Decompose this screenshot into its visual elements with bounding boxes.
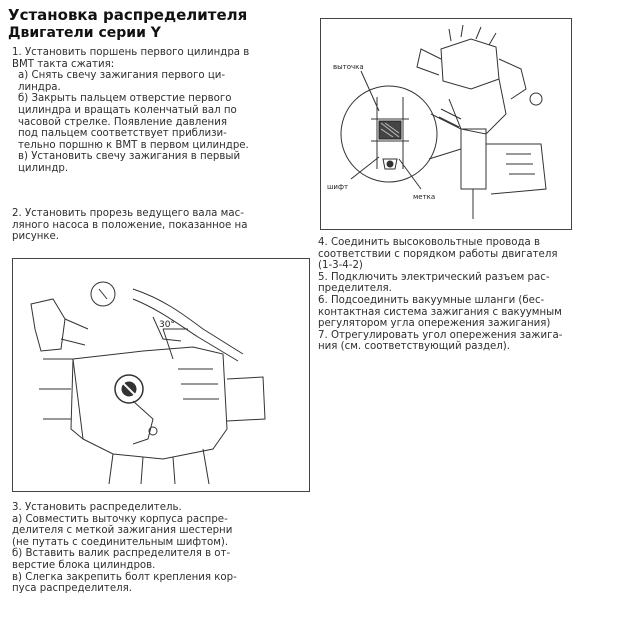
text-line: пуса распределителя.	[12, 583, 133, 595]
text-line: 3. Установить распределитель.	[12, 502, 182, 513]
text-line: 7. Отрегулировать угол опережения зажига-	[318, 329, 563, 341]
text-line: соответствии с порядком работы двигателя	[318, 248, 558, 260]
label-pin: шифт	[327, 183, 349, 191]
text-line: пределителя.	[318, 283, 392, 295]
figure-oil-pump	[12, 258, 310, 492]
text-line: цилиндра и вращать коленчатый вал по	[18, 104, 237, 116]
text-line: ВМТ такта сжатия:	[12, 58, 115, 70]
text-line: линдра.	[18, 81, 61, 93]
figure-distributor	[320, 18, 572, 230]
text-line: в) Установить свечу зажигания в первый	[18, 151, 241, 163]
text-line: а) Совместить выточку корпуса распре-	[12, 513, 228, 525]
text-line: 2. Установить прорезь ведущего вала мас-	[12, 208, 244, 219]
text-line: в) Слегка закрепить болт крепления кор-	[12, 571, 237, 583]
text-line: 6. Подсоединить вакуумные шланги (бес-	[318, 294, 545, 306]
text-line: ния (см. соответствующий раздел).	[318, 341, 510, 353]
text-line: а) Снять свечу зажигания первого ци-	[18, 70, 226, 82]
text-line: контактная система зажигания с вакуумным	[318, 306, 562, 318]
page-title: Установка распределителя	[8, 6, 248, 24]
text-line: б) Вставить валик распределителя в от-	[12, 548, 231, 560]
text-line: (не путать с соединительным шифтом).	[12, 536, 229, 548]
text-line: 4. Соединить высоковольтные провода в	[318, 237, 540, 248]
text-line: 1. Установить поршень первого цилиндра в	[12, 47, 250, 58]
text-line: 5. Подключить электрический разъем рас-	[318, 271, 550, 283]
label-groove: выточка	[333, 63, 364, 71]
steps-4-7-text	[318, 237, 562, 353]
text-line: делителя с меткой зажигания шестерни	[12, 525, 233, 537]
label-mark: метка	[413, 193, 436, 201]
text-line: верстие блока цилиндров.	[12, 559, 156, 571]
oil-pump-drawing	[13, 259, 309, 491]
text-line: (1-3-4-2)	[318, 260, 363, 272]
text-line: тельно поршню к ВМТ в первом цилиндре.	[18, 139, 249, 151]
step-3-text	[12, 502, 237, 595]
text-line: часовой стрелке. Появление давления	[18, 116, 227, 128]
step-1-text	[12, 47, 249, 175]
page-subtitle: Двигатели серии Y	[8, 25, 161, 41]
text-line: цилиндр.	[18, 162, 69, 174]
step-2-text	[12, 208, 247, 243]
text-line: рисунке.	[12, 231, 60, 243]
text-line: под пальцем соответствует приблизи-	[18, 128, 227, 140]
label-angle: 30°	[159, 320, 175, 330]
text-line: б) Закрыть пальцем отверстие первого	[18, 93, 232, 105]
text-line: ляного насоса в положение, показанное на	[12, 219, 248, 231]
text-line: регулятором угла опережения зажигания)	[318, 318, 551, 330]
distributor-drawing	[321, 19, 571, 229]
